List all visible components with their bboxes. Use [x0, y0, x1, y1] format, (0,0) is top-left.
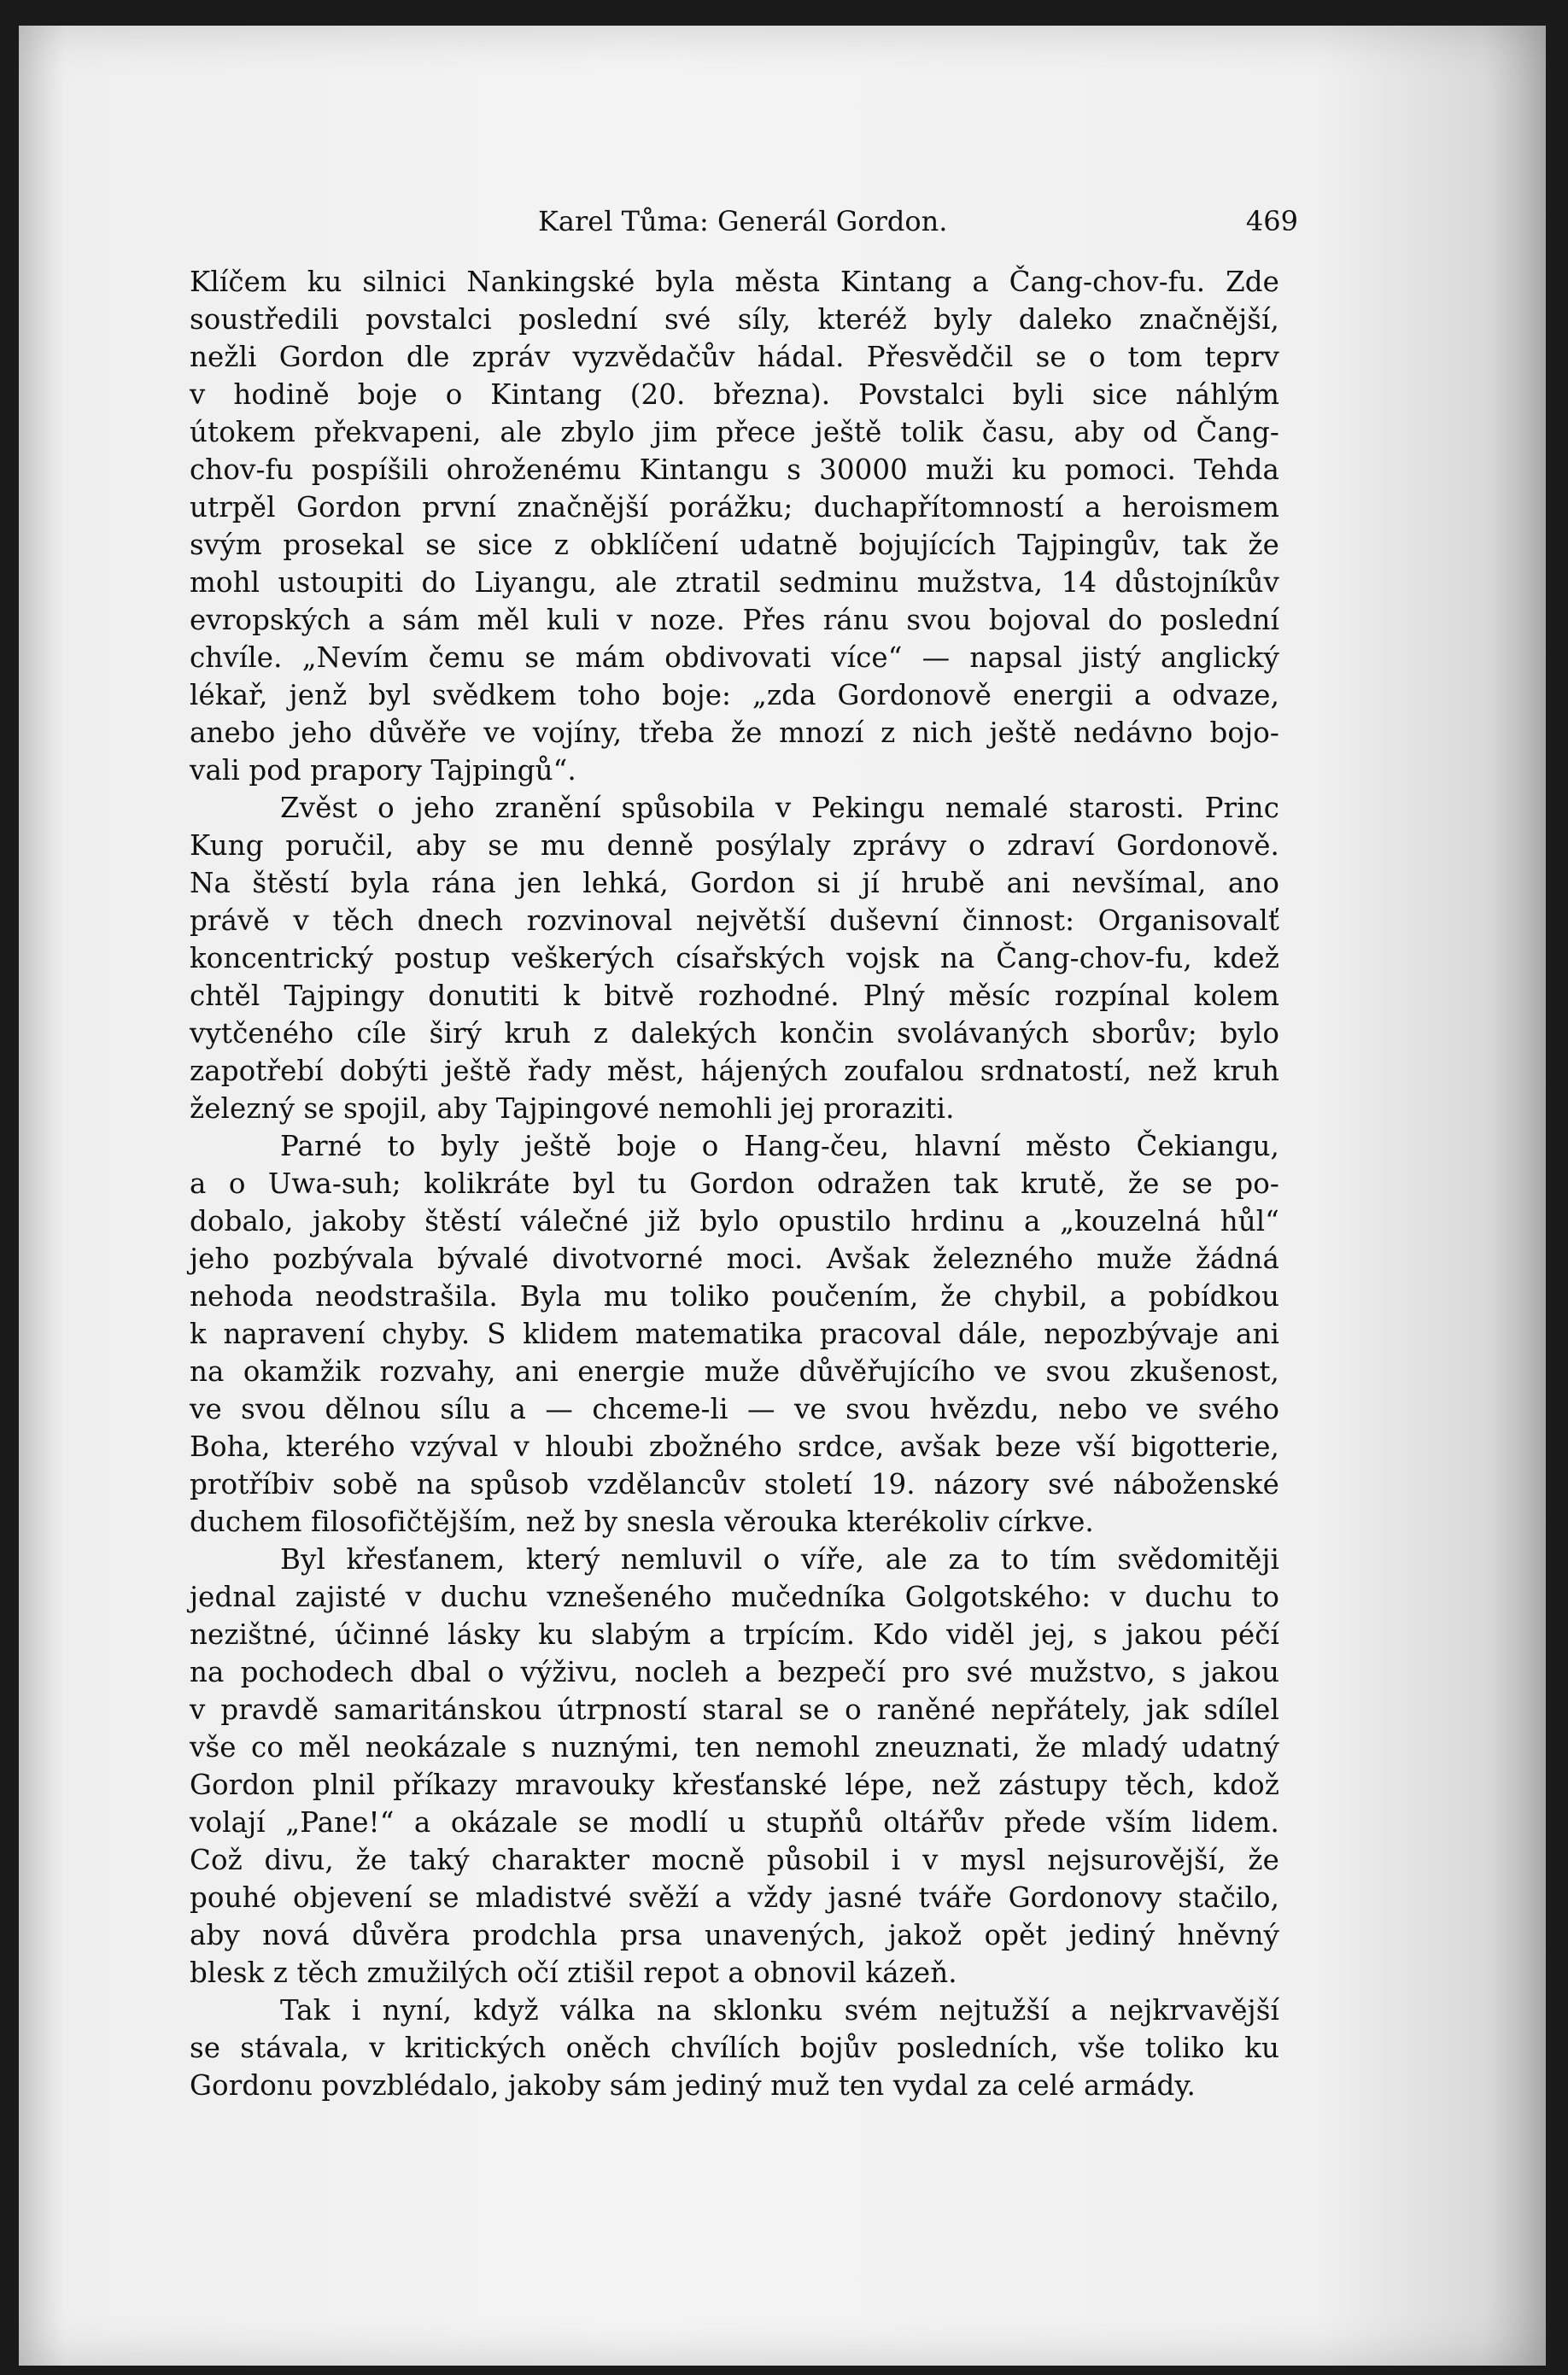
page-number: 469: [1245, 205, 1298, 237]
text-line: v hodině boje o Kintang (20. března). Povstalci byli sice náhlým: [190, 378, 1279, 411]
text-line: duchem filosofičtějším, než by snesla věrouka kterékoliv církve.: [190, 1506, 1094, 1538]
paragraph: [190, 263, 1279, 789]
text-line: ve svou dělnou sílu a — chceme-li — ve svou hvězdu, nebo ve svého: [190, 1393, 1279, 1425]
text-line: jednal zajisté v duchu vznešeného mučedníka Golgotského: v duchu to: [190, 1581, 1279, 1613]
text-line: a o Uwa-suh; kolikráte byl tu Gordon odražen tak krutě, že se po-: [190, 1167, 1279, 1200]
text-line: aby nová důvěra prodchla prsa unavených, jakož opět jediný hněvný: [190, 1919, 1279, 1951]
text-line: k napravení chyby. S klidem matematika pracoval dále, nepozbývaje ani: [190, 1318, 1279, 1350]
text-line: zapotřebí dobýti ještě řady měst, hájených zoufalou srdnatostí, než kruh: [190, 1055, 1279, 1087]
text-line: Gordonu povzblédalo, jakoby sám jediný muž ten vydal za celé armády.: [190, 2069, 1196, 2102]
text-line: svým prosekal se sice z obklíčení udatně bojujících Tajpingův, tak že: [190, 529, 1279, 561]
text-line: utrpěl Gordon první značnější porážku; duchapřítomností a heroismem: [190, 491, 1279, 524]
running-title: Karel Tůma: Generál Gordon.: [538, 205, 948, 237]
text-line: soustředili povstalci poslední své síly, kteréž byly daleko značnější,: [190, 303, 1279, 336]
text-line: evropských a sám měl kuli v noze. Přes ránu svou bojoval do poslední: [190, 604, 1279, 636]
text-line: právě v těch dnech rozvinoval největší duševní činnost: Organisovalť: [190, 904, 1279, 937]
text-line: Byl křesťanem, který nemluvil o víře, ale za to tím svědomitěji: [280, 1543, 1279, 1576]
text-line: lékař, jenž byl svědkem toho boje: „zda Gordonově energii a odvaze,: [190, 679, 1279, 711]
text-line: vše co měl neokázale s nuznými, ten nemohl zneuznati, že mladý udatný: [190, 1731, 1279, 1764]
text-line: mohl ustoupiti do Liyangu, ale ztratil sedminu mužstva, 14 důstojníkův: [190, 566, 1279, 599]
paragraph: [190, 1992, 1279, 2104]
text-line: Boha, kterého vzýval v hloubi zbožného srdce, avšak beze vší bigotterie,: [190, 1430, 1279, 1463]
paragraph: [190, 1541, 1279, 1992]
text-line: nežli Gordon dle zpráv vyzvědačův hádal. Přesvědčil se o tom teprv: [190, 341, 1279, 373]
text-line: vytčeného cíle širý kruh z dalekých končin svolávaných sborův; bylo: [190, 1017, 1279, 1050]
text-line: Tak i nyní, když válka na sklonku svém nejtužší a nejkrvavější: [280, 1994, 1279, 2027]
page-header: [208, 205, 1298, 243]
text-line: Kung poručil, aby se mu denně posýlaly zprávy o zdraví Gordonově.: [190, 829, 1279, 862]
text-line: chtěl Tajpingy donutiti k bitvě rozhodné. Plný měsíc rozpínal kolem: [190, 980, 1279, 1012]
text-line: útokem překvapeni, ale zbylo jim přece ještě tolik času, aby od Čang-: [190, 416, 1279, 448]
text-line: anebo jeho důvěře ve vojíny, třeba že mnozí z nich ještě nedávno bojo-: [190, 717, 1279, 749]
text-line: protříbiv sobě na spůsob vzdělancův století 19. názory své náboženské: [190, 1468, 1279, 1500]
text-line: chov-fu pospíšili ohroženému Kintangu s 30000 muži ku pomoci. Tehda: [190, 453, 1279, 486]
text-line: nezištné, účinné lásky ku slabým a trpícím. Kdo viděl jej, s jakou péčí: [190, 1618, 1279, 1651]
text-line: Klíčem ku silnici Nankingské byla města Kintang a Čang-chov-fu. Zde: [190, 266, 1279, 298]
paragraph: [190, 1127, 1279, 1541]
text-line: blesk z těch zmužilých očí ztišil repot a obnovil kázeň.: [190, 1957, 957, 1989]
paragraph: [190, 789, 1279, 1127]
text-line: koncentrický postup veškerých císařských vojsk na Čang-chov-fu, kdež: [190, 942, 1279, 974]
text-line: volají „Pane!“ a okázale se modlí u stupňů oltářův přede vším lidem.: [190, 1806, 1279, 1839]
text-line: dobalo, jakoby štěstí válečné již bylo opustilo hrdinu a „kouzelná hůl“: [190, 1205, 1279, 1237]
text-line: Gordon plnil příkazy mravouky křesťanské lépe, než zástupy těch, kdož: [190, 1769, 1279, 1801]
text-line: se stávala, v kritických oněch chvílích bojův posledních, vše toliko ku: [190, 2032, 1279, 2064]
text-line: Zvěst o jeho zranění spůsobila v Pekingu nemalé starosti. Princ: [280, 792, 1279, 824]
text-line: na pochodech dbal o výživu, nocleh a bezpečí pro své mužstvo, s jakou: [190, 1656, 1279, 1688]
text-line: vali pod prapory Tajpingů“.: [190, 754, 576, 787]
text-line: pouhé objevení se mladistvé svěží a vždy jasné tváře Gordonovy stačilo,: [190, 1881, 1279, 1914]
text-line: jeho pozbývala bývalé divotvorné moci. Avšak železného muže žádná: [190, 1243, 1279, 1275]
text-line: chvíle. „Nevím čemu se mám obdivovati více“ — napsal jistý anglický: [190, 641, 1279, 674]
text-line: Což divu, že taký charakter mocně působil i v mysl nejsurovější, že: [190, 1844, 1279, 1876]
text-line: nehoda neodstrašila. Byla mu toliko poučením, že chybil, a pobídkou: [190, 1280, 1279, 1313]
text-line: v pravdě samaritánskou útrpností staral se o raněné nepřátely, jak sdílel: [190, 1694, 1279, 1726]
text-line: na okamžik rozvahy, ani energie muže důvěřujícího ve svou zkušenost,: [190, 1355, 1279, 1388]
text-line: železný se spojil, aby Tajpingové nemohli jej proraziti.: [190, 1092, 955, 1125]
text-line: Na štěstí byla rána jen lehká, Gordon si jí hrubě ani nevšímal, ano: [190, 867, 1279, 899]
text-line: Parné to byly ještě boje o Hang-čeu, hlavní město Čekiangu,: [280, 1130, 1279, 1162]
body-text: [190, 263, 1279, 2104]
